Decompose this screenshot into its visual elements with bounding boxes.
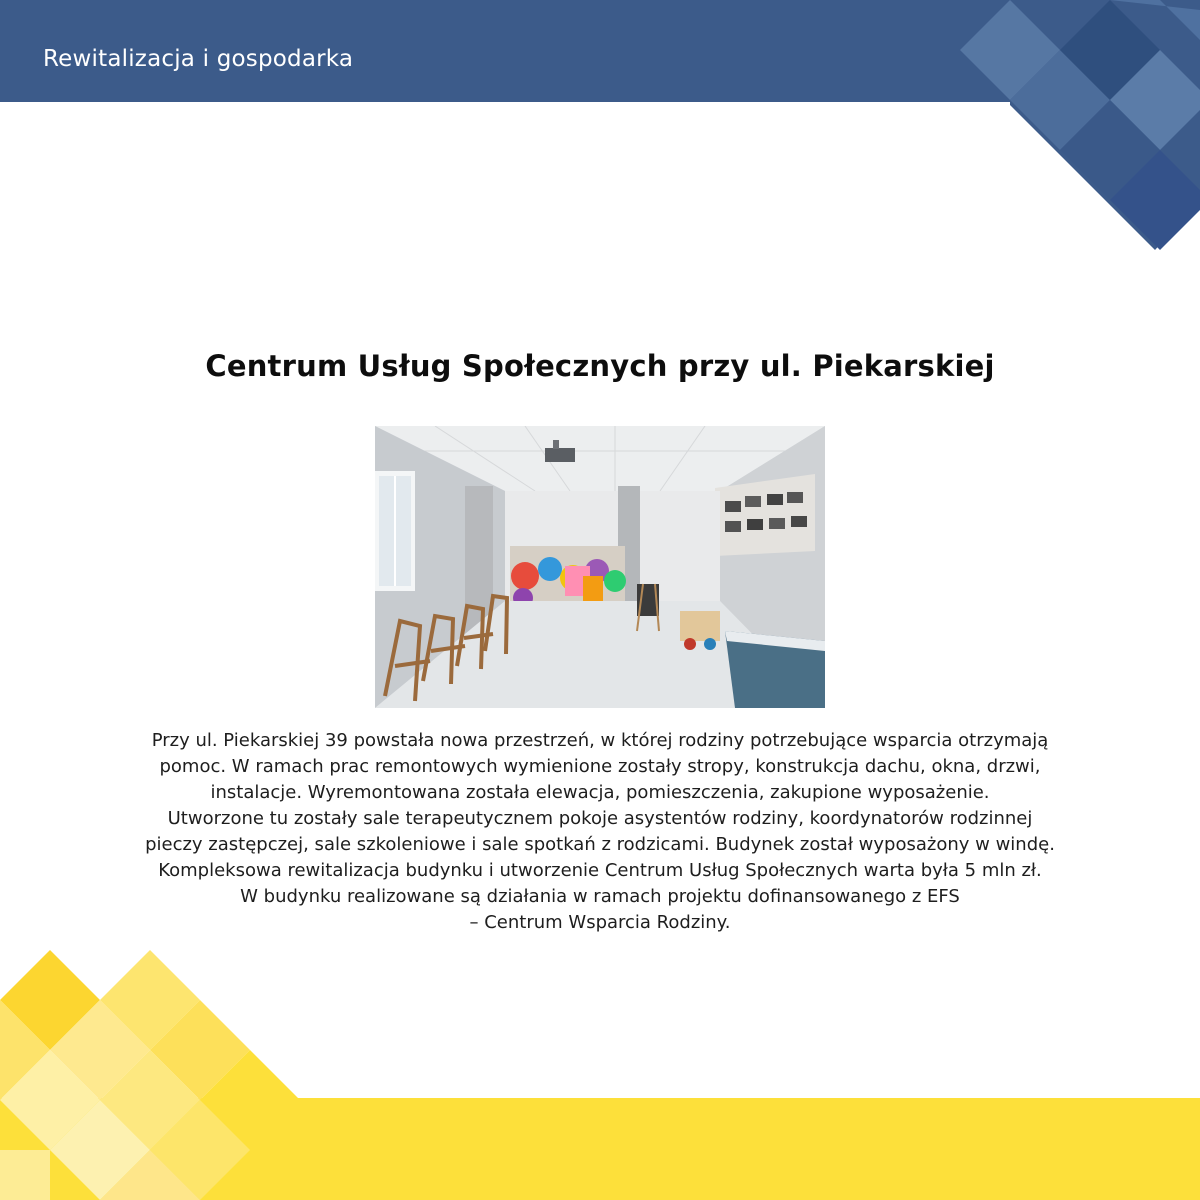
paragraph-line: pieczy zastępczej, sale szkoleniowe i sale spotkań z rodzicami. Budynek został wyposażony w windę.: [145, 834, 1055, 855]
blue-diamond-pattern: [960, 0, 1200, 250]
paragraph-line: Kompleksowa rewitalizacja budynku i utworzenie Centrum Usług Społecznych warta była 5 mln zł.: [158, 860, 1042, 881]
room-photo: [375, 426, 825, 708]
paragraph-line: W budynku realizowane są działania w ramach projektu dofinansowanego z EFS: [240, 886, 960, 907]
yellow-diamond-pattern: [0, 950, 300, 1200]
paragraph-line: Utworzone tu zostały sale terapeutycznem pokoje asystentów rodziny, koordynatorów rodzinnej: [167, 808, 1033, 829]
footer-diamond-decoration: [0, 0, 320, 1200]
paragraph-line: Przy ul. Piekarskiej 39 powstała nowa przestrzeń, w której rodziny potrzebujące wsparcia otrzymają: [151, 730, 1049, 751]
header-title: Rewitalizacja i gospodarka: [43, 46, 354, 72]
paragraph-line: – Centrum Wsparcia Rodziny.: [469, 912, 731, 933]
paragraph-line: pomoc. W ramach prac remontowych wymienione zostały stropy, konstrukcja dachu, okna, drzwi,: [159, 756, 1041, 777]
page-title: Centrum Usług Społecznych przy ul. Piekarskiej: [205, 349, 995, 383]
paragraph-line: instalacje. Wyremontowana została elewacja, pomieszczenia, zakupione wyposażenie.: [210, 782, 990, 803]
